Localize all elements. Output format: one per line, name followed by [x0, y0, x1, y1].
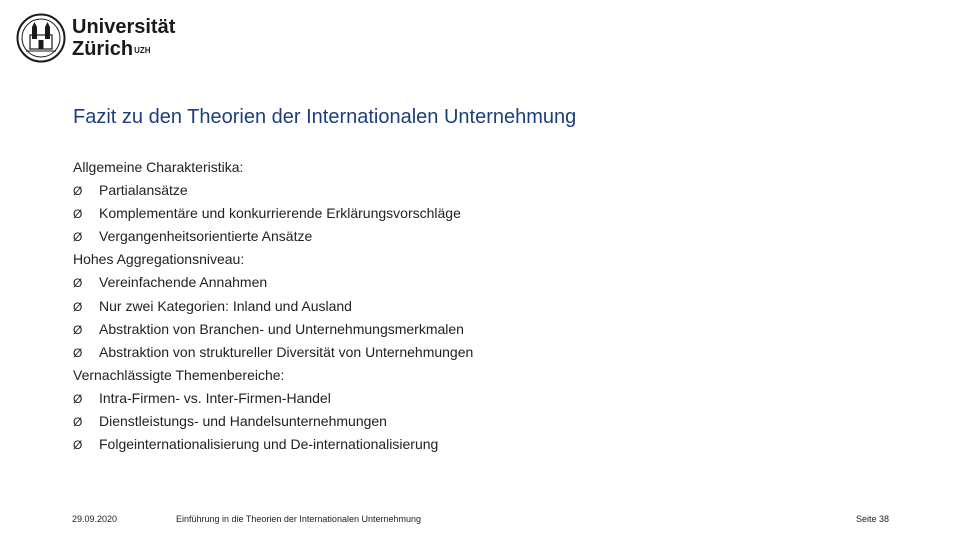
list-item-text: Partialansätze [99, 182, 188, 199]
list-item-text: Folgeinternationalisierung und De-internationalisierung [99, 436, 439, 453]
list-item-text: Abstraktion von Branchen- und Unternehmungsmerkmalen [99, 320, 464, 337]
bullet-arrow-icon: Ø [73, 184, 83, 199]
list-item-text: Komplementäre und konkurrierende Erklärungsvorschläge [99, 205, 461, 222]
list-item-text: Intra-Firmen- vs. Inter-Firmen-Handel [99, 389, 331, 406]
bullet-arrow-icon: Ø [73, 345, 83, 360]
bullet-arrow-icon: Ø [73, 438, 83, 453]
list-item-text: Vergangenheitsorientierte Ansätze [99, 228, 313, 245]
list-item [73, 433, 473, 456]
university-abbreviation: UZH [134, 46, 151, 55]
bullet-arrow-icon: Ø [73, 276, 83, 291]
list-item-text: Dienstleistungs- und Handelsunternehmungen [99, 413, 387, 430]
university-name-city: Zürich [72, 38, 134, 60]
bullet-arrow-icon: Ø [73, 299, 83, 314]
footer-page-number: Seite 38 [855, 514, 889, 524]
slide-title: Fazit zu den Theorien der Internationalen Unternehmung [73, 106, 577, 128]
list-item-text: Vereinfachende Annahmen [99, 274, 268, 291]
bullet-arrow-icon: Ø [73, 322, 83, 337]
university-name-line2 [72, 38, 175, 60]
list-item [73, 202, 473, 225]
university-seal-icon [16, 13, 66, 63]
list-item [73, 341, 473, 364]
university-name [72, 16, 175, 60]
footer-title: Einführung in die Theorien der Internationalen Unternehmung [176, 514, 421, 524]
slide-content [73, 156, 473, 456]
list-item-text: Nur zwei Kategorien: Inland und Ausland [99, 297, 352, 314]
bullet-arrow-icon: Ø [73, 415, 83, 430]
section-heading: Allgemeine Charakteristika: [73, 159, 244, 175]
list-item [73, 179, 473, 202]
list-item [73, 410, 473, 433]
university-logo [16, 12, 175, 64]
list-item [73, 271, 473, 294]
section-heading: Hohes Aggregationsniveau: [73, 251, 245, 268]
university-name-line1: Universität [72, 16, 176, 38]
footer-date: 29.09.2020 [72, 514, 118, 524]
bullet-arrow-icon: Ø [73, 207, 83, 222]
list-item [73, 295, 473, 318]
section-heading: Vernachlässigte Themenbereiche: [73, 366, 285, 383]
list-item [73, 387, 473, 410]
list-item-text: Abstraktion von struktureller Diversität von Unternehmungen [99, 343, 474, 360]
list-item [73, 318, 473, 341]
bullet-arrow-icon: Ø [73, 391, 83, 406]
list-item [73, 225, 473, 248]
bullet-arrow-icon: Ø [73, 230, 83, 245]
